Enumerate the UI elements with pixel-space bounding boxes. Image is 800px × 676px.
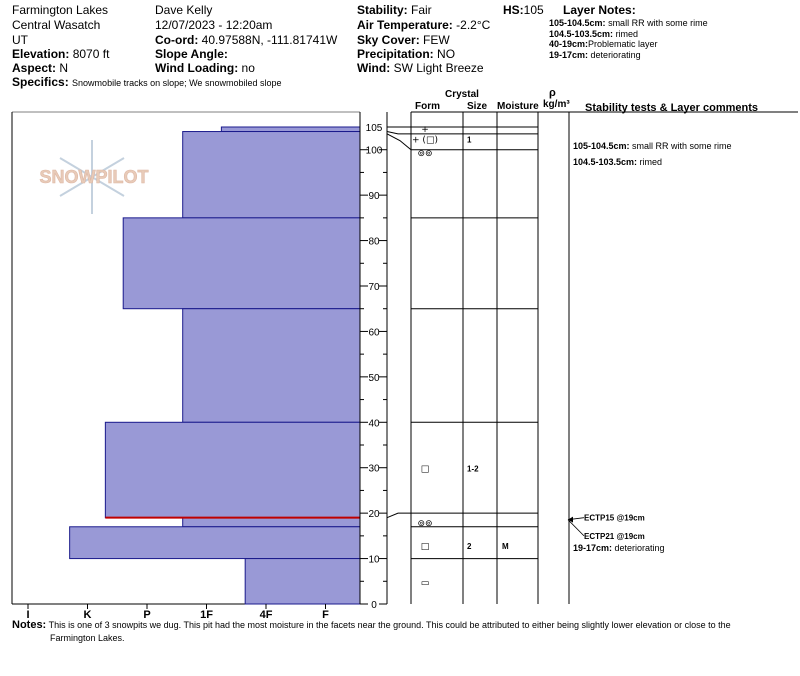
hardness-layer bbox=[183, 309, 360, 423]
crystal-size: 1 bbox=[467, 135, 472, 145]
crystal-size: 1-2 bbox=[467, 464, 479, 474]
depth-tick-label: 40 bbox=[368, 418, 380, 430]
location: Farmington Lakes bbox=[12, 3, 109, 17]
precip-value: NO bbox=[437, 47, 456, 61]
crystal-form: + bbox=[421, 124, 429, 135]
hs-label: HS: bbox=[503, 3, 524, 17]
crystal-rows bbox=[387, 112, 798, 604]
specifics-value: Snowmobile tracks on slope; We snowmobiled slope bbox=[72, 78, 282, 88]
hardness-layer bbox=[245, 559, 360, 604]
layer-comment-text: deteriorating bbox=[614, 543, 665, 554]
col-crystal: Crystal bbox=[445, 89, 479, 100]
depth-tick-label: 90 bbox=[368, 191, 380, 203]
notes-label: Notes: bbox=[12, 619, 47, 631]
elevation-value: 8070 ft bbox=[72, 47, 110, 61]
moisture: M bbox=[502, 541, 509, 551]
hardness-layer bbox=[123, 218, 360, 309]
layer-notes-title: Layer Notes: bbox=[563, 3, 636, 17]
hardness-layer bbox=[105, 422, 360, 517]
depth-tick-label: 100 bbox=[365, 145, 383, 157]
specifics-label: Specifics: bbox=[12, 75, 69, 89]
crystal-form: □ bbox=[420, 464, 430, 475]
hardness-tick-label: F bbox=[322, 609, 329, 621]
col-rho: ρ bbox=[549, 87, 556, 99]
layer-note-text: rimed bbox=[615, 29, 639, 39]
hardness-tick-label: K bbox=[83, 609, 92, 621]
layer-comment-text: small RR with some rime bbox=[632, 141, 732, 152]
snowpilot-logo bbox=[40, 140, 149, 214]
aspect-label: Aspect: bbox=[12, 61, 57, 75]
state: UT bbox=[12, 33, 28, 47]
layer-note-text: Problematic layer bbox=[588, 39, 658, 49]
hardness-tick-label: 1F bbox=[200, 609, 213, 621]
layer-comment-text: rimed bbox=[639, 157, 663, 168]
coord-value: 40.97588N, -111.81741W bbox=[201, 33, 338, 47]
notes-line1: This is one of 3 snowpits we dug. This pit had the most moisture in the facets near the ground. This could be attributed to either being slightly lower elevation or close to the bbox=[48, 620, 731, 630]
sky-value: FEW bbox=[423, 33, 450, 47]
depth-tick-label: 20 bbox=[368, 509, 380, 521]
layer-comment-label: 105-104.5cm: bbox=[573, 141, 633, 152]
depth-connector bbox=[387, 132, 411, 134]
stability-test: ECTP21 @19cm bbox=[584, 531, 645, 541]
notes-line2: Farmington Lakes. bbox=[50, 633, 125, 643]
depth-connector bbox=[387, 134, 411, 150]
observer: Dave Kelly bbox=[155, 3, 213, 17]
wind-loading-value: no bbox=[241, 61, 255, 75]
layer-note-range: 104.5-103.5cm: bbox=[549, 29, 614, 39]
depth-tick-label: 105 bbox=[365, 123, 383, 134]
wind-label: Wind: bbox=[357, 61, 391, 75]
hs-value: 105 bbox=[523, 3, 544, 17]
hardness-tick-label: I bbox=[26, 609, 30, 621]
hardness-layer bbox=[183, 132, 360, 218]
layer-note-range: 19-17cm: bbox=[549, 50, 589, 60]
logo-text: SNOWPILOT bbox=[39, 167, 149, 187]
crystal-size: 2 bbox=[467, 541, 472, 551]
sky-label: Sky Cover: bbox=[357, 33, 420, 47]
datetime: 12/07/2023 - 12:20am bbox=[155, 18, 273, 32]
depth-tick-label: 0 bbox=[371, 600, 377, 611]
col-comments: Stability tests & Layer comments bbox=[585, 102, 759, 114]
hardness-layers bbox=[70, 127, 360, 604]
layer-note-text: deteriorating bbox=[590, 50, 641, 60]
layer-comment bbox=[573, 141, 732, 151]
layer-comment-label: 104.5-103.5cm: bbox=[573, 157, 640, 168]
aspect-value: N bbox=[59, 61, 69, 75]
crystal-form: ⊚⊚ bbox=[417, 519, 433, 530]
stability-test: ECTP15 @19cm bbox=[584, 513, 645, 523]
layer-comment bbox=[573, 543, 665, 553]
range: Central Wasatch bbox=[12, 18, 101, 32]
depth-connector bbox=[387, 513, 411, 518]
depth-tick-label: 10 bbox=[368, 554, 380, 566]
hardness-tick-label: P bbox=[143, 609, 151, 621]
col-density-unit: kg/m³ bbox=[543, 99, 570, 110]
layer-note-text: small RR with some rime bbox=[608, 18, 708, 28]
air-temp-value: -2.2°C bbox=[456, 18, 491, 32]
depth-tick-label: 30 bbox=[368, 463, 380, 475]
slope-label: Slope Angle: bbox=[155, 47, 228, 61]
depth-tick-label: 60 bbox=[368, 327, 380, 339]
stability-label: Stability: bbox=[357, 3, 408, 17]
stability-value: Fair bbox=[411, 3, 432, 17]
air-temp-label: Air Temperature: bbox=[357, 18, 453, 32]
depth-tick-label: 80 bbox=[368, 236, 380, 248]
layer-note-range: 105-104.5cm: bbox=[549, 18, 606, 28]
crystal-form: ▭ bbox=[420, 578, 430, 589]
depth-tick-label: 50 bbox=[368, 372, 380, 384]
crystal-form: ⊚⊚ bbox=[417, 148, 433, 159]
hardness-layer bbox=[183, 518, 360, 527]
elevation-label: Elevation: bbox=[12, 47, 70, 61]
crystal-form: □ bbox=[420, 541, 430, 552]
depth-tick-label: 70 bbox=[368, 282, 380, 293]
layer-comment bbox=[573, 157, 662, 167]
layer-note-range: 40-19cm: bbox=[549, 39, 589, 49]
crystal-form: + (□) bbox=[412, 135, 438, 146]
hardness-tick-label: 4F bbox=[259, 609, 273, 621]
precip-label: Precipitation: bbox=[357, 47, 434, 61]
col-size: Size bbox=[467, 101, 488, 112]
coord-label: Co-ord: bbox=[155, 33, 199, 47]
test-pointer bbox=[568, 520, 584, 536]
wind-loading-label: Wind Loading: bbox=[155, 61, 239, 75]
notes bbox=[12, 617, 798, 633]
wind-value: SW Light Breeze bbox=[393, 61, 484, 75]
layer-comment-label: 19-17cm: bbox=[573, 543, 615, 554]
col-form: Form bbox=[415, 101, 440, 112]
col-moisture: Moisture bbox=[497, 101, 539, 112]
hardness-layer bbox=[70, 527, 360, 559]
hardness-layer bbox=[221, 127, 360, 132]
